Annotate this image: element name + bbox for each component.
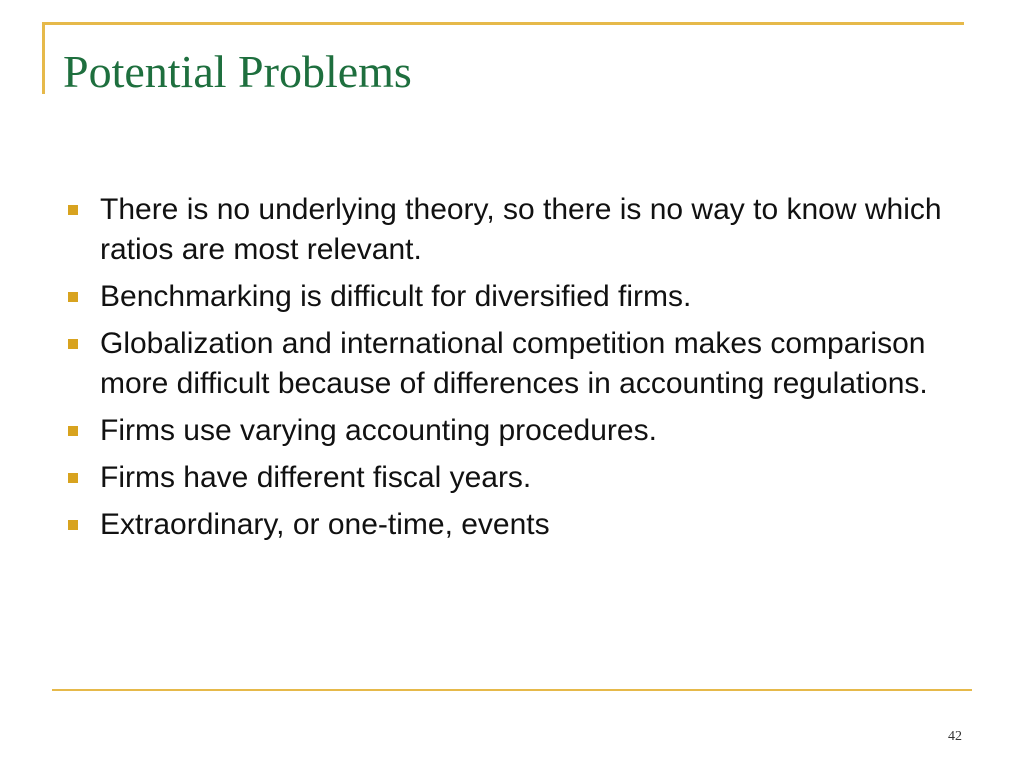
bullet-item: [68, 458, 968, 498]
bullet-text: Firms have different fiscal years.: [100, 461, 532, 494]
bullet-item: [68, 505, 968, 545]
page-number: 42: [948, 729, 962, 744]
bullet-text: Benchmarking is difficult for diversified firms.: [100, 280, 692, 313]
bullet-text: There is no underlying theory, so there is no way to know which ratios are most relevant.: [100, 193, 942, 266]
bullet-text: Globalization and international competition makes comparison more difficult because of differences in accounting regulations.: [100, 327, 928, 400]
slide-title: Potential Problems: [63, 46, 412, 97]
square-bullet-icon: [68, 520, 78, 530]
footer-rule: [52, 689, 972, 691]
bullet-item: [68, 277, 968, 317]
square-bullet-icon: [68, 426, 78, 436]
bullet-item: [68, 324, 968, 404]
square-bullet-icon: [68, 292, 78, 302]
bullet-text: Extraordinary, or one-time, events: [100, 508, 550, 541]
bullet-text: Firms use varying accounting procedures.: [100, 414, 657, 447]
square-bullet-icon: [68, 205, 78, 215]
bullet-item: [68, 411, 968, 451]
bullet-list: [68, 190, 968, 552]
bullet-item: [68, 190, 968, 270]
frame-top-rule: [42, 22, 964, 25]
square-bullet-icon: [68, 473, 78, 483]
frame-left-rule: [42, 22, 45, 94]
square-bullet-icon: [68, 339, 78, 349]
